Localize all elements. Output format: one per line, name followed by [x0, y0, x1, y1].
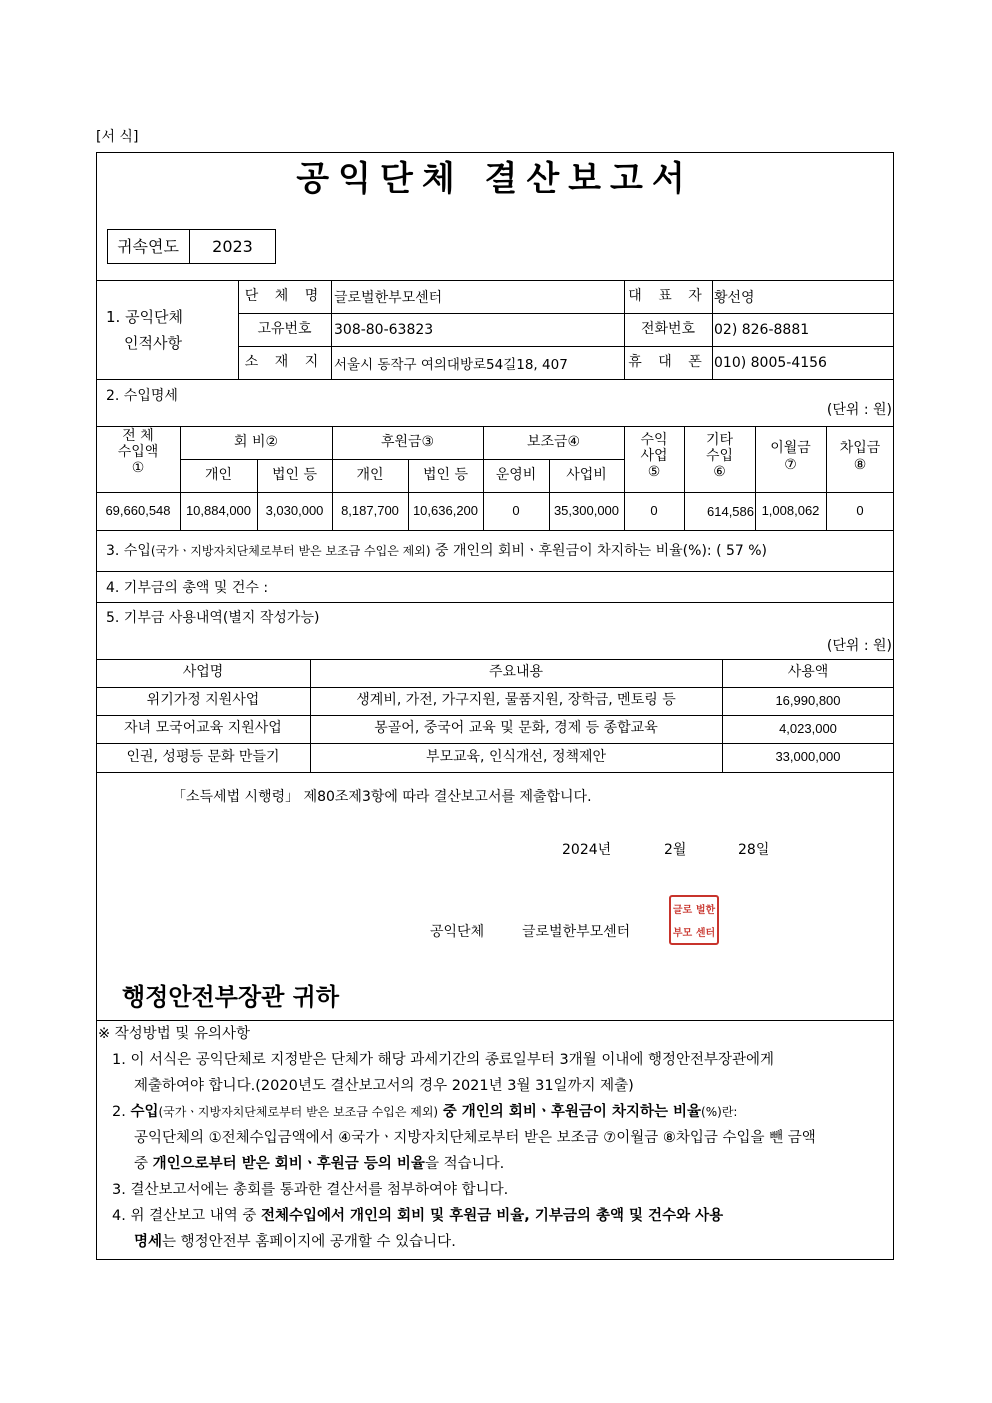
id-label: 고유번호: [257, 320, 312, 337]
signer-label: 공익단체: [430, 924, 485, 940]
usage-row-1-project: 위기가정 지원사업: [146, 692, 260, 709]
header-subsidy-project: 사업비: [566, 466, 607, 483]
id-number: 308-80-63823: [334, 321, 434, 338]
header-loan: 차입금 ⑧: [839, 440, 881, 473]
value-donation-corporate: 10,636,200: [412, 502, 479, 518]
section1-label: 1. 공익단체: [106, 307, 184, 326]
note-2-cont2: 중 개인으로부터 받은 회비ㆍ후원금 등의 비율을 적습니다.: [134, 1156, 505, 1172]
note-1: 1. 이 서식은 공익단체로 지정받은 단체가 해당 과세기간의 종료일부터 3개월 이내에 행정안전부장관에게: [112, 1052, 775, 1068]
date-day: 28일: [738, 842, 770, 858]
value-membership-corporate: 3,030,000: [265, 502, 324, 518]
usage-row-1-content: 생계비, 가전, 가구지원, 물품지원, 장학금, 멘토링 등: [356, 692, 676, 709]
section1-sublabel: 인적사항: [124, 333, 182, 352]
header-subsidy: 보조금④: [526, 433, 581, 450]
usage-row-2-amount: 4,023,000: [779, 720, 837, 736]
note-2: 2. 수입(국가ㆍ지방자치단체로부터 받은 보조금 수입은 제외) 중 개인의 회비ㆍ후원금이 차지하는 비율(%)란:: [112, 1104, 738, 1120]
note-2-cont: 공익단체의 ①전체수입금액에서 ④국가ㆍ지방자치단체로부터 받은 보조금 ⑦이월금 ⑧차입금 수입을 뺀 금액: [134, 1130, 816, 1146]
value-donation-individual: 8,187,700: [341, 502, 399, 518]
value-membership-individual: 10,884,000: [185, 502, 252, 518]
note-4: 4. 위 결산보고 내역 중 전체수입에서 개인의 회비 및 후원금 비율, 기부금의 총액 및 건수와 사용: [112, 1208, 724, 1224]
mobile-label: 휴 대 폰: [628, 353, 708, 370]
section4-label: 4. 기부금의 총액 및 건수 :: [106, 580, 269, 596]
value-subsidy-operating: 0: [512, 502, 520, 518]
usage-header-content: 주요내용: [488, 664, 544, 681]
usage-row-3-project: 인권, 성평등 문화 만들기: [126, 748, 280, 765]
header-donation-individual: 개인: [356, 466, 384, 483]
note-1-cont: 제출하여야 합니다.(2020년도 결산보고서의 경우 2021년 3월 31일까지 제출): [134, 1078, 634, 1094]
header-subsidy-operating: 운영비: [495, 466, 537, 483]
header-membership-corporate: 법인 등: [271, 466, 318, 483]
header-other: 기타 수입 ⑥: [705, 432, 734, 480]
section3-text: 3. 수입 (국가ㆍ지방자치단체로부터 받은 보조금 수입은 제외) 중 개인의 회비ㆍ후원금이 차지하는 비율(%): ( 57 %): [106, 543, 768, 559]
header-donation-corporate: 법인 등: [422, 466, 469, 483]
usage-header-amount: 사용액: [787, 664, 829, 681]
date-month: 2월: [664, 842, 687, 858]
signer-name: 글로벌한부모센터: [522, 924, 631, 940]
year-label: 귀속연도: [117, 236, 179, 256]
usage-row-3-amount: 33,000,000: [775, 749, 841, 765]
value-other: 614,586: [707, 503, 754, 519]
usage-row-2-project: 자녀 모국어교육 지원사업: [124, 720, 282, 737]
value-profit: 0: [650, 502, 658, 518]
header-donation: 후원금③: [380, 433, 435, 450]
addressee: 행정안전부장관 귀하: [122, 981, 340, 1011]
usage-row-3-content: 부모교육, 인식개선, 정책제안: [425, 748, 607, 765]
header-carryover: 이월금 ⑦: [770, 440, 811, 473]
usage-row-1-amount: 16,990,800: [775, 692, 841, 708]
date-year: 2024년: [562, 842, 612, 858]
notes-heading: ※ 작성방법 및 유의사항: [98, 1026, 251, 1042]
official-seal: 글로 벌한 부모 센터: [669, 895, 719, 945]
section5-label: 5. 기부금 사용내역(별지 작성가능): [106, 610, 320, 626]
org-name: 글로벌한부모센터: [334, 289, 443, 306]
header-membership-individual: 개인: [204, 466, 233, 483]
value-subsidy-project: 35,300,000: [553, 502, 620, 518]
address: 서울시 동작구 여의대방로54길18, 407: [334, 356, 568, 373]
value-total: 69,660,548: [105, 502, 171, 518]
usage-header-project: 사업명: [182, 664, 224, 681]
value-loan: 0: [856, 502, 864, 518]
rep-label: 대 표 자: [628, 287, 708, 304]
org-name-label: 단 체 명: [244, 287, 325, 304]
mobile-number: 010) 8005-4156: [714, 354, 827, 371]
section2-label: 2. 수입명세: [106, 388, 178, 404]
usage-row-2-content: 몽골어, 중국어 교육 및 문화, 경제 등 종합교육: [374, 720, 658, 737]
rep-name: 황선영: [714, 289, 755, 306]
form-label: [서 식]: [96, 129, 139, 145]
note-3: 3. 결산보고서에는 총회를 통과한 결산서를 첨부하여야 합니다.: [112, 1182, 509, 1198]
submission-statement: 「소득세법 시행령」 제80조제3항에 따라 결산보고서를 제출합니다.: [172, 789, 592, 805]
section5-unit: (단위 : 원): [826, 638, 892, 654]
page-title: 공익단체 결산보고서: [296, 159, 694, 200]
header-membership: 회 비②: [233, 433, 279, 450]
value-carryover: 1,008,062: [761, 502, 820, 518]
header-profit: 수익 사업 ⑤: [640, 432, 668, 480]
year-value: 2023: [212, 236, 253, 256]
header-total: 전 체 수입액 ①: [117, 428, 159, 476]
phone-number: 02) 826-8881: [714, 321, 810, 338]
phone-label: 전화번호: [640, 320, 696, 337]
notes-section: [96, 1021, 894, 1255]
note-4-cont: 명세는 행정안전부 홈페이지에 공개할 수 있습니다.: [134, 1234, 456, 1250]
section2-unit: (단위 : 원): [826, 402, 892, 418]
address-label: 소 재 지: [244, 353, 325, 370]
